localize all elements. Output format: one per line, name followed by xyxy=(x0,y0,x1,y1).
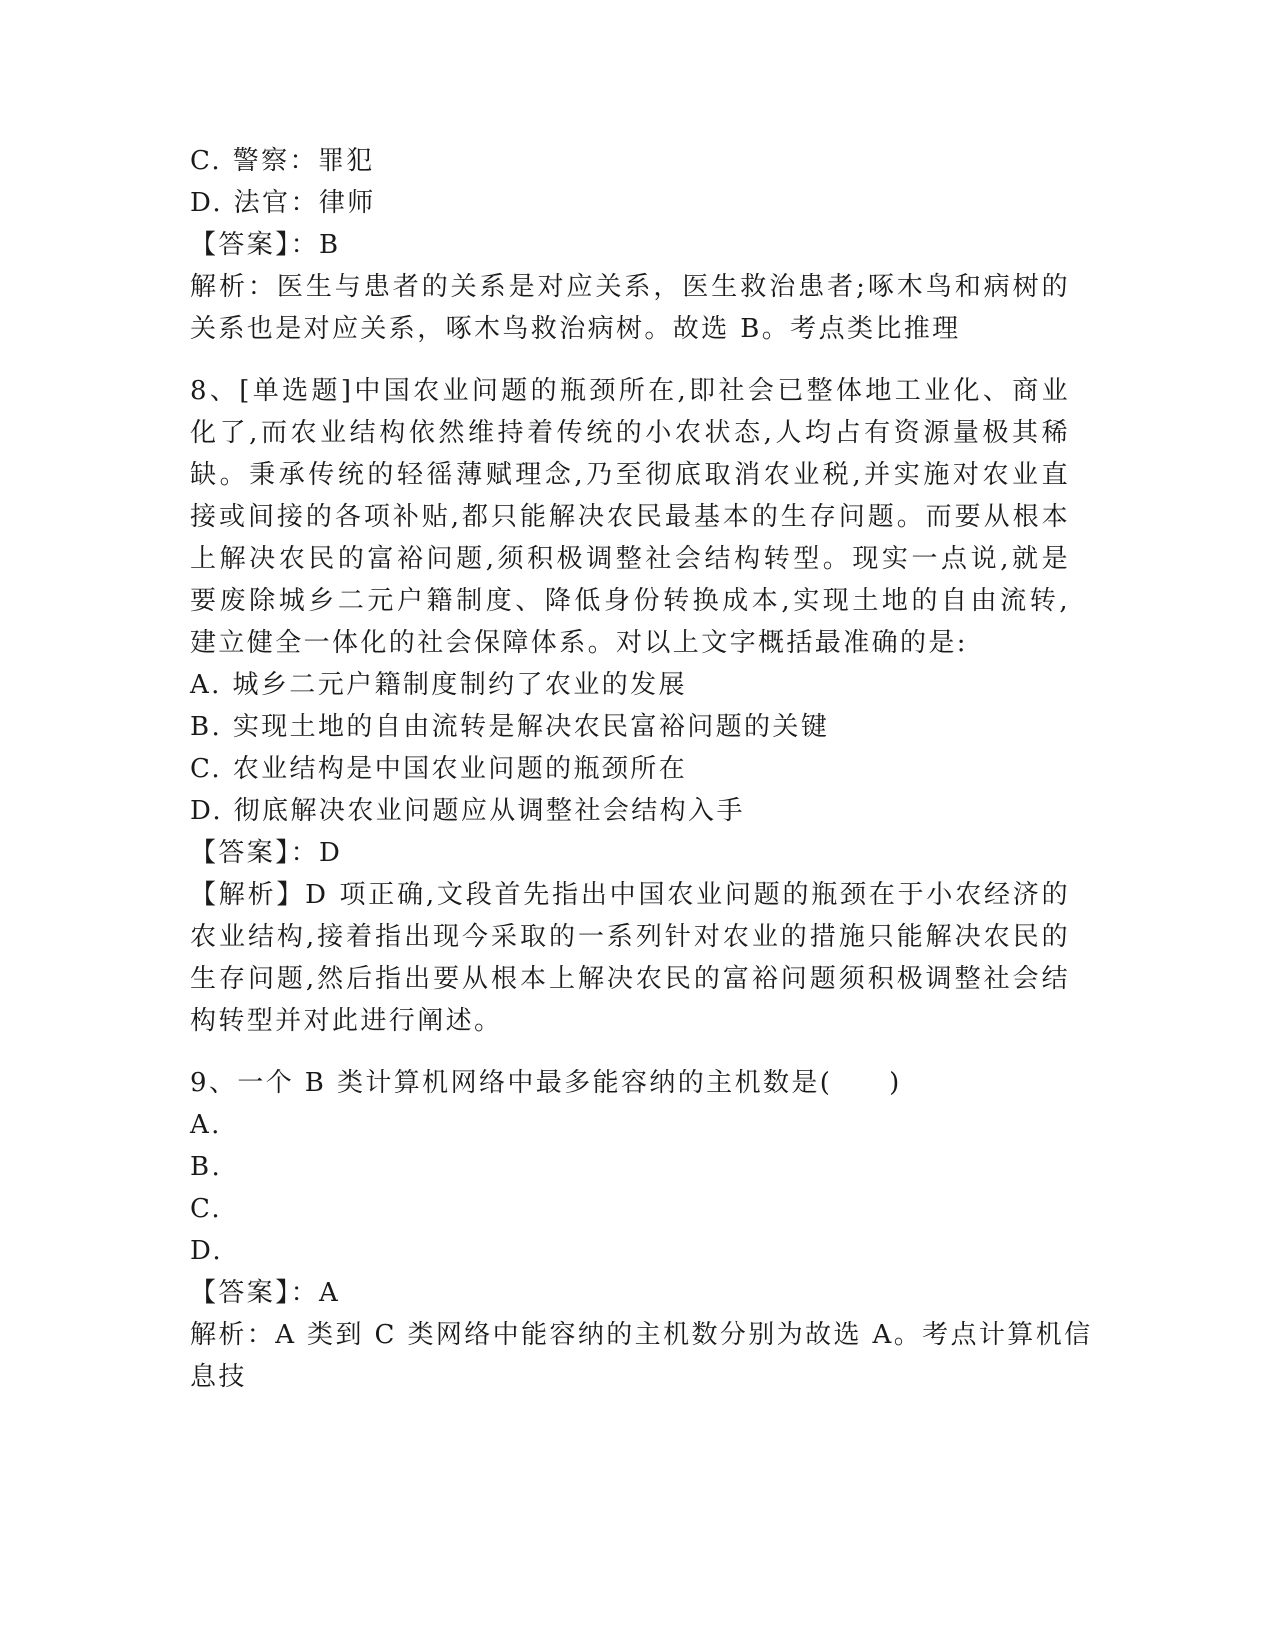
q8-stem-line: 缺。秉承传统的轻徭薄赋理念,乃至彻底取消农业税,并实施对农业直 xyxy=(190,460,1070,490)
q8-analysis-line: 【解析】D 项正确,文段首先指出中国农业问题的瓶颈在于小农经济的 xyxy=(190,880,1070,910)
q7-analysis-line-1: 解析：医生与患者的关系是对应关系，医生救治患者;啄木鸟和病树的 xyxy=(190,272,1070,302)
q8-analysis-line: 构转型并对此进行阐述。 xyxy=(190,1006,503,1036)
q8-analysis-line: 生存问题,然后指出要从根本上解决农民的富裕问题须积极调整社会结 xyxy=(190,964,1070,994)
q8-answer: 【答案】：D xyxy=(190,838,343,868)
q8-stem-line: 要废除城乡二元户籍制度、降低身份转换成本,实现土地的自由流转, xyxy=(190,586,1070,616)
q9-option-a: A. xyxy=(190,1110,222,1140)
q9-option-c: C. xyxy=(190,1194,223,1224)
q8-analysis-line: 农业结构,接着指出现今采取的一系列针对农业的措施只能解决农民的 xyxy=(190,922,1070,952)
q8-stem-line: 上解决农民的富裕问题,须积极调整社会结构转型。现实一点说,就是 xyxy=(190,544,1070,574)
q9-answer: 【答案】：A xyxy=(190,1278,341,1308)
q8-stem-line: 接或间接的各项补贴,都只能解决农民最基本的生存问题。而要从根本 xyxy=(190,502,1070,532)
q8-stem-line: 8、[单选题]中国农业问题的瓶颈所在,即社会已整体地工业化、商业 xyxy=(190,376,1070,406)
q8-option-d: D. 彻底解决农业问题应从调整社会结构入手 xyxy=(190,796,745,826)
q9-stem: 9、一个 B 类计算机网络中最多能容纳的主机数是( ) xyxy=(190,1068,902,1098)
q8-option-b: B. 实现土地的自由流转是解决农民富裕问题的关键 xyxy=(190,712,830,742)
q8-option-c: C. 农业结构是中国农业问题的瓶颈所在 xyxy=(190,754,688,784)
q7-option-c: C. 警察：罪犯 xyxy=(190,146,375,176)
q7-analysis-line-2: 关系也是对应关系，啄木鸟救治病树。故选 B。考点类比推理 xyxy=(190,314,961,344)
q9-option-d: D. xyxy=(190,1236,223,1266)
q8-stem-line: 建立健全一体化的社会保障体系。对以上文字概括最准确的是: xyxy=(190,628,968,658)
q9-analysis-line-1: 解析：A 类到 C 类网络中能容纳的主机数分别为故选 A。考点计算机信 xyxy=(190,1320,1093,1350)
q9-analysis-line-2: 息技 xyxy=(190,1362,247,1392)
q7-answer: 【答案】：B xyxy=(190,230,341,260)
q8-stem-line: 化了,而农业结构依然维持着传统的小农状态,人均占有资源量极其稀 xyxy=(190,418,1070,448)
q9-option-b: B. xyxy=(190,1152,223,1182)
q8-option-a: A. 城乡二元户籍制度制约了农业的发展 xyxy=(190,670,687,700)
q7-option-d: D. 法官：律师 xyxy=(190,188,376,218)
